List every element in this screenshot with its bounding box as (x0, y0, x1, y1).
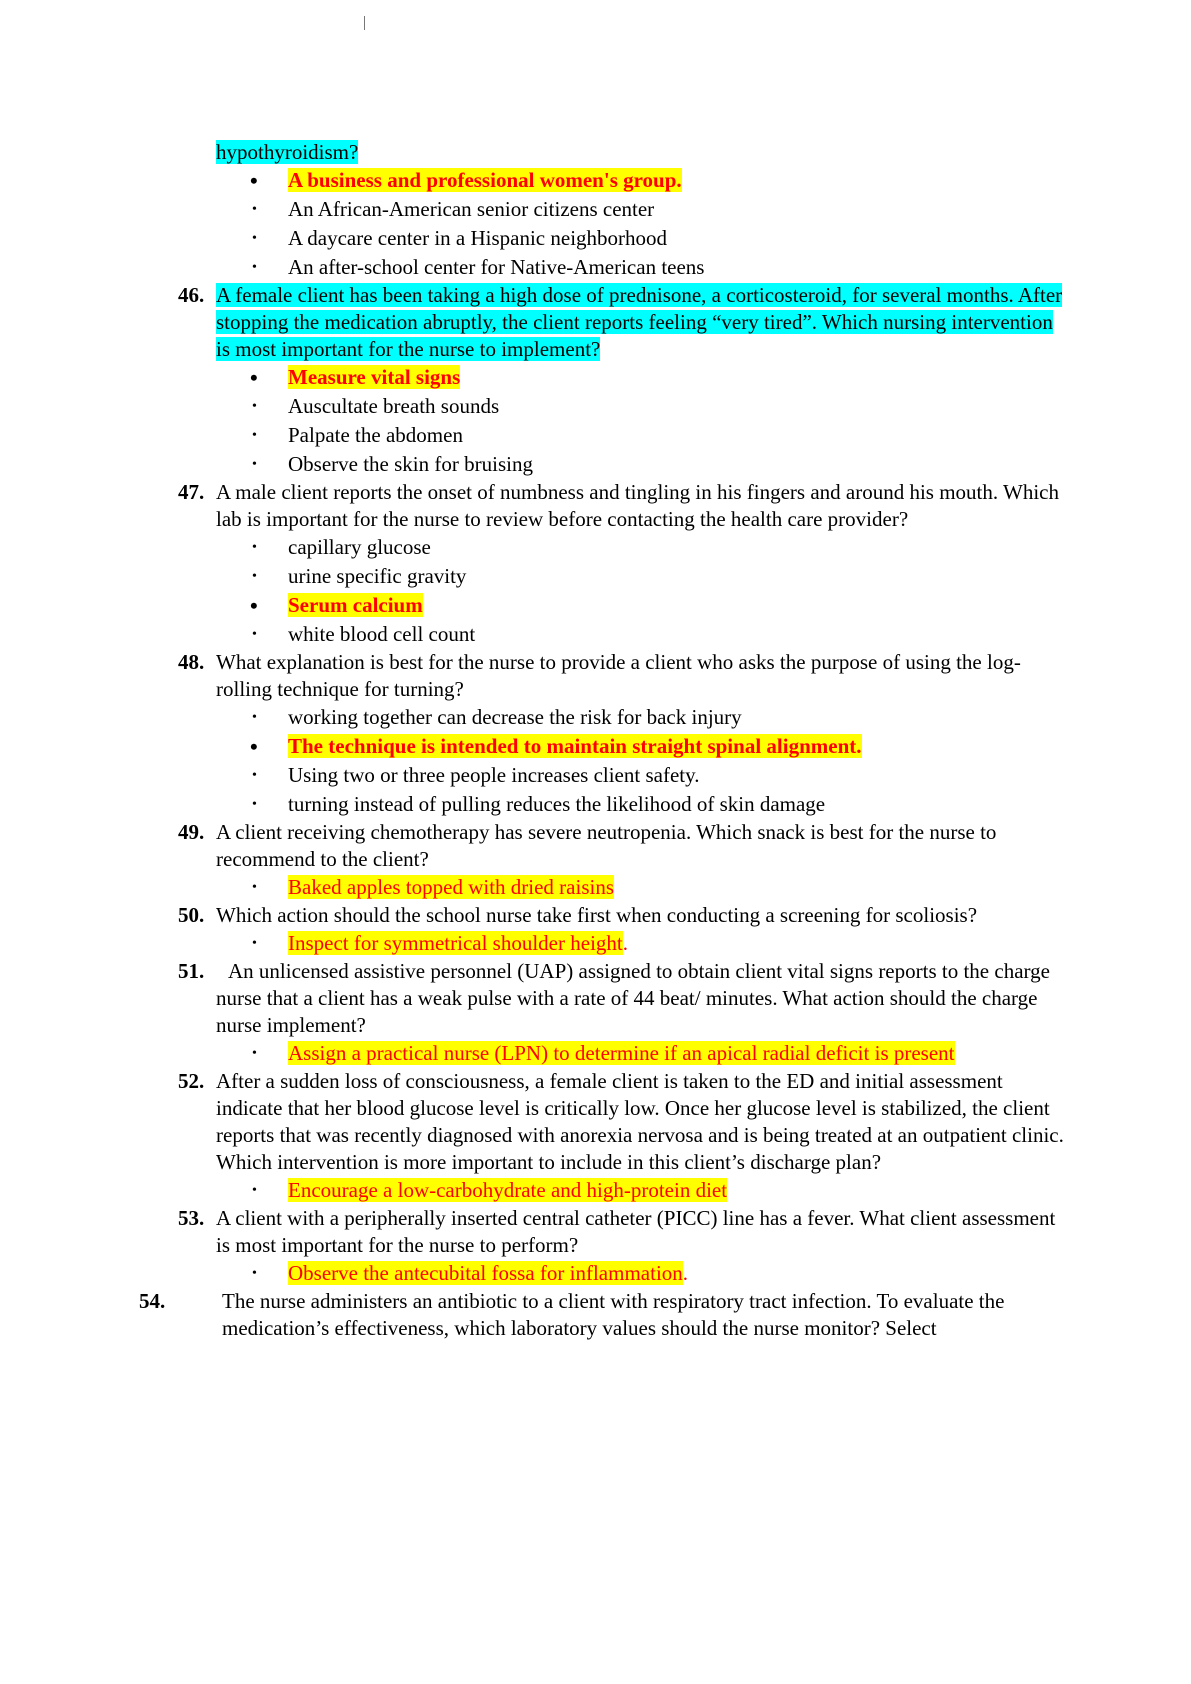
question-text: What explanation is best for the nurse to provide a client who asks the purpose of using the log-rolling technique for turning? (216, 650, 1021, 701)
question-text: After a sudden loss of consciousness, a female client is taken to the ED and initial assessment indicate that her blood glucose level is critically low. Once her glucose level is stabilized, the client reports that was recently diagnosed with anorexia nervosa and is being treated at an outpatient clinic. Which intervention is more important to include in this client’s discharge plan? (216, 1069, 1064, 1174)
answer-option-highlighted (0, 873, 1191, 902)
answer-option-correct (0, 166, 1191, 195)
document-body (0, 139, 1191, 1342)
bullet-icon: • (252, 540, 257, 555)
question-number: 52. (178, 1069, 205, 1093)
question-text: A client receiving chemotherapy has severe neutropenia. Which snack is best for the nurse to recommend to the client? (216, 820, 997, 871)
bullet-icon: • (252, 797, 257, 812)
bullet-icon: • (252, 569, 257, 584)
answer-option (0, 562, 1191, 591)
option-text: Auscultate breath sounds (288, 394, 500, 418)
option-list (0, 1039, 1191, 1068)
answer-option-highlighted (0, 929, 1191, 958)
bullet-icon: • (252, 1046, 257, 1061)
answer-option-correct (0, 732, 1191, 761)
question-text: A male client reports the onset of numbness and tingling in his fingers and around his mouth. Which lab is important for the nurse to review before contacting the health care provider? (216, 480, 1059, 531)
question-number: 54. (139, 1289, 166, 1313)
option-list (0, 533, 1191, 649)
option-text: Assign a practical nurse (LPN) to determine if an apical radial deficit is present (288, 1041, 955, 1065)
question-number: 51. (178, 959, 205, 983)
bullet-icon: • (250, 734, 258, 759)
option-suffix: . (622, 931, 628, 955)
bullet-icon: • (250, 593, 258, 618)
bullet-icon: • (252, 880, 257, 895)
bullet-icon: • (252, 1183, 257, 1198)
option-list (0, 929, 1191, 958)
question-48 (0, 649, 1191, 703)
bullet-icon: • (252, 457, 257, 472)
answer-option (0, 703, 1191, 732)
option-text: A daycare center in a Hispanic neighborhood (288, 226, 668, 250)
question-number: 53. (178, 1206, 205, 1230)
question-number: 46. (178, 283, 205, 307)
question-54 (0, 1288, 1191, 1342)
option-text: Baked apples topped with dried raisins (288, 875, 615, 899)
question-53 (0, 1205, 1191, 1259)
answer-option (0, 195, 1191, 224)
answer-option (0, 790, 1191, 819)
bullet-icon: • (252, 399, 257, 414)
answer-option (0, 253, 1191, 282)
question-47 (0, 479, 1191, 533)
bullet-icon: • (252, 1266, 257, 1281)
bullet-icon: • (252, 231, 257, 246)
option-text: An after-school center for Native-American teens (288, 255, 705, 279)
question-49 (0, 819, 1191, 873)
option-list (0, 1176, 1191, 1205)
option-suffix: . (682, 1261, 689, 1285)
question-number: 50. (178, 903, 205, 927)
option-list (0, 1259, 1191, 1288)
bullet-icon: • (252, 936, 257, 951)
bullet-icon: • (252, 768, 257, 783)
answer-option-highlighted (0, 1039, 1191, 1068)
question-text: A female client has been taking a high dose of prednisone, a corticosteroid, for several months. After stopping the medication abruptly, the client reports feeling “very tired”. Which nursing intervention is most important for the nurse to implement? (216, 283, 1063, 361)
bullet-icon: • (252, 260, 257, 275)
question-text: An unlicensed assistive personnel (UAP) assigned to obtain client vital signs reports to the charge nurse that a client has a weak pulse with a rate of 44 beat/ minutes. What action should the charge nurse implement? (216, 959, 1050, 1037)
bullet-icon: • (252, 202, 257, 217)
option-text: urine specific gravity (288, 564, 467, 588)
option-text: Observe the antecubital fossa for inflammation (288, 1261, 683, 1285)
option-list (0, 873, 1191, 902)
bullet-icon: • (250, 365, 258, 390)
question-46 (0, 282, 1191, 363)
answer-option-correct (0, 591, 1191, 620)
option-list (0, 703, 1191, 819)
question-continuation (216, 139, 1191, 166)
question-text: A client with a peripherally inserted central catheter (PICC) line has a fever. What client assessment is most important for the nurse to perform? (216, 1206, 1056, 1257)
answer-option (0, 392, 1191, 421)
option-text: Serum calcium (288, 593, 423, 617)
option-text: capillary glucose (288, 535, 431, 559)
answer-option (0, 620, 1191, 649)
bullet-icon: • (252, 627, 257, 642)
question-text: hypothyroidism? (216, 140, 359, 164)
option-text: working together can decrease the risk for back injury (288, 705, 742, 729)
option-text: Inspect for symmetrical shoulder height (288, 931, 623, 955)
question-number: 47. (178, 480, 205, 504)
question-text: Which action should the school nurse take first when conducting a screening for scoliosis? (216, 903, 978, 927)
question-number: 48. (178, 650, 205, 674)
answer-option (0, 224, 1191, 253)
bullet-icon: • (252, 710, 257, 725)
option-text: turning instead of pulling reduces the likelihood of skin damage (288, 792, 826, 816)
page-header-mark (364, 16, 365, 30)
question-52 (0, 1068, 1191, 1176)
option-list (0, 363, 1191, 479)
option-text: Encourage a low-carbohydrate and high-protein diet (288, 1178, 728, 1202)
option-text: The technique is intended to maintain straight spinal alignment. (288, 734, 862, 758)
question-50 (0, 902, 1191, 929)
bullet-icon: • (252, 428, 257, 443)
option-list (0, 166, 1191, 282)
answer-option (0, 421, 1191, 450)
answer-option (0, 761, 1191, 790)
answer-option-highlighted (0, 1176, 1191, 1205)
option-text: An African-American senior citizens center (288, 197, 655, 221)
bullet-icon: • (250, 168, 258, 193)
option-text: A business and professional women's group. (288, 168, 682, 192)
question-text: The nurse administers an antibiotic to a client with respiratory tract infection. To evaluate the medication’s effectiveness, which laboratory values should the nurse monitor? Select (222, 1289, 1005, 1340)
answer-option-highlighted (0, 1259, 1191, 1288)
option-text: Palpate the abdomen (288, 423, 463, 447)
question-number: 49. (178, 820, 205, 844)
option-text: Using two or three people increases client safety. (288, 763, 700, 787)
question-51 (0, 958, 1191, 1039)
answer-option-correct (0, 363, 1191, 392)
option-text: white blood cell count (288, 622, 476, 646)
answer-option (0, 450, 1191, 479)
option-text: Measure vital signs (288, 365, 461, 389)
option-text: Observe the skin for bruising (288, 452, 533, 476)
answer-option (0, 533, 1191, 562)
